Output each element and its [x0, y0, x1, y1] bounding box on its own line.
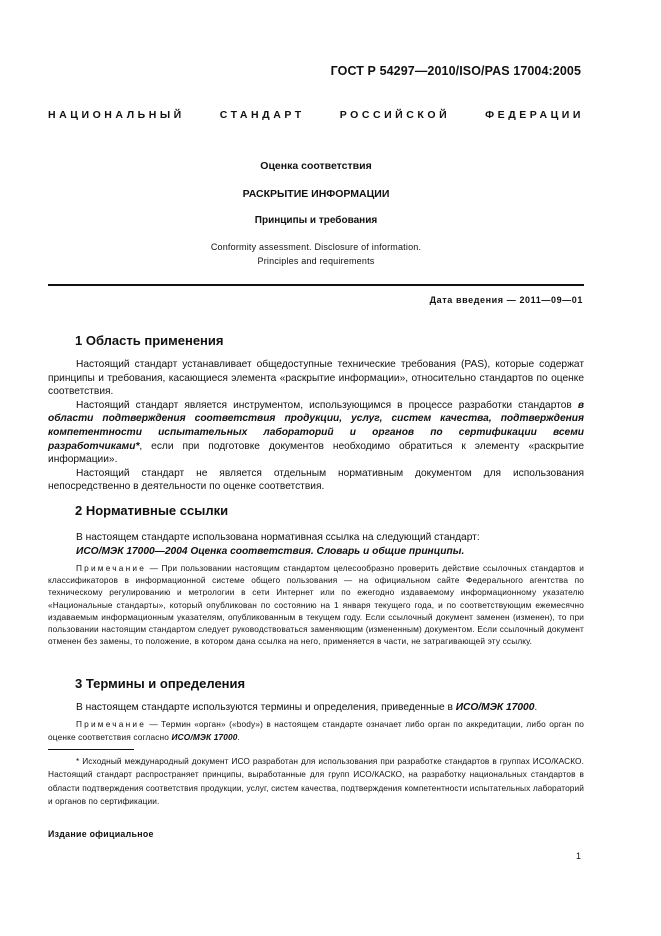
note-text: — Термин «орган» («body») в настоящем стандарте означает либо орган по аккредитации, либо орган по оценке соответствия согласно [48, 719, 584, 743]
title-main: РАСКРЫТИЕ ИНФОРМАЦИИ [242, 188, 390, 200]
note-text: — При пользовании настоящим стандартом целесообразно проверить действие ссылочных стандартов и классификаторов в информационной системе общего пользования — на официальном сайте Федерального агентства по техническому регулированию и метрологии в сети Интернет или по ежегодно издаваемому информационному указателю «Национальные стандарты», который опубликован по состоянию на 1 января текущего года, и по соответствующим ежемесячно издаваемым информационным указателям, опубликованным в текущем году. Если ссылочный документ заменен (изменен), то при пользовании настоящим стандартом следует руководствоваться заменяющим (измененным) документом. Если ссылочный документ отменен без замены, то положение, в котором дана ссылка на него, применяется в части, не затрагивающей эту ссылку. [48, 563, 584, 647]
paragraph-2-start: Настоящий стандарт является инструментом, использующимся в процессе разработки стандартов [76, 399, 578, 411]
section-1-paragraph-1: Настоящий стандарт устанавливает общедоступные технические требования (PAS), которые содержат принципы и требования, касающиеся элемента «раскрытие информации», относительно стандартов по оценке соответствия. [48, 359, 584, 398]
document-code: ГОСТ Р 54297—2010/ISO/PAS 17004:2005 [330, 64, 581, 78]
section-3-note [48, 718, 584, 745]
section-1-title: 1 Область применения [75, 333, 224, 348]
section-1-paragraph-3: Настоящий стандарт не является отдельным нормативным документом для использования непосредственно в деятельности по оценке соответствия. [48, 467, 584, 493]
section-2-note-paragraph [48, 562, 584, 647]
paragraph-2-emphasis: в области подтверждения соответствия продукции, услуг, систем качества, подтверждения компетентности испытательных лабораторий и органов по сертификации всеми разработчиками* [48, 399, 584, 452]
section-1-paragraph-2 [48, 399, 584, 467]
section-3-paragraph-1 [48, 701, 584, 715]
paragraph-2-end: , если при подготовке документов необходимо обратиться к элементу «раскрытие информации». [48, 440, 584, 466]
section-3-p1-start: В настоящем стандарте используются термины и определения, приведенные в [76, 702, 456, 713]
title-subtitle: Принципы и требования [254, 215, 378, 226]
section-2-title: 2 Нормативные ссылки [75, 503, 229, 518]
section-3-body [48, 701, 584, 715]
section-2-body [48, 531, 584, 558]
note-label: Примечание [76, 563, 147, 573]
section-3-p1-end: . [534, 702, 538, 713]
title-kind: Оценка соответствия [260, 160, 372, 172]
section-2-paragraph-1: В настоящем стандарте использована нормативная ссылка на следующий стандарт: [76, 532, 480, 543]
section-3-note-paragraph [48, 718, 584, 745]
title-english-line1: Conformity assessment. Disclosure of information. [210, 242, 422, 252]
title-english-line2: Principles and requirements [257, 256, 375, 266]
normative-reference: ИСО/МЭК 17000—2004 Оценка соответствия. Словарь и общие принципы. [76, 545, 465, 557]
note-reference: ИСО/МЭК 17000 [171, 732, 238, 743]
national-standard-heading: НАЦИОНАЛЬНЫЙ СТАНДАРТ РОССИЙСКОЙ ФЕДЕРАЦИИ [48, 109, 584, 121]
footnote-divider [48, 749, 134, 750]
introduction-date: Дата введения — 2011—09—01 [429, 295, 583, 305]
section-1-body [48, 358, 584, 494]
title-divider [48, 284, 584, 286]
edition-label: Издание официальное [48, 829, 154, 839]
footnote [48, 755, 584, 808]
page-number: 1 [575, 851, 581, 861]
section-2-note [48, 562, 584, 647]
section-3-title: 3 Термины и определения [75, 676, 246, 691]
note-end: . [237, 732, 241, 743]
footnote-text: * Исходный международный документ ИСО разработан для использования при разработке стандартов в группах ИСО/КАСКО. Настоящий стандарт распространяет принципы, выработанные для групп ИСО/КАСКО, на разработку национальных стандартов в области подтверждения соответствия продукции, услуг, систем качества, подтверждения компетентности испытательных лабораторий и органов по сертификации. [48, 756, 584, 806]
section-3-p1-reference: ИСО/МЭК 17000 [455, 702, 535, 713]
note-label: Примечание [76, 719, 147, 729]
